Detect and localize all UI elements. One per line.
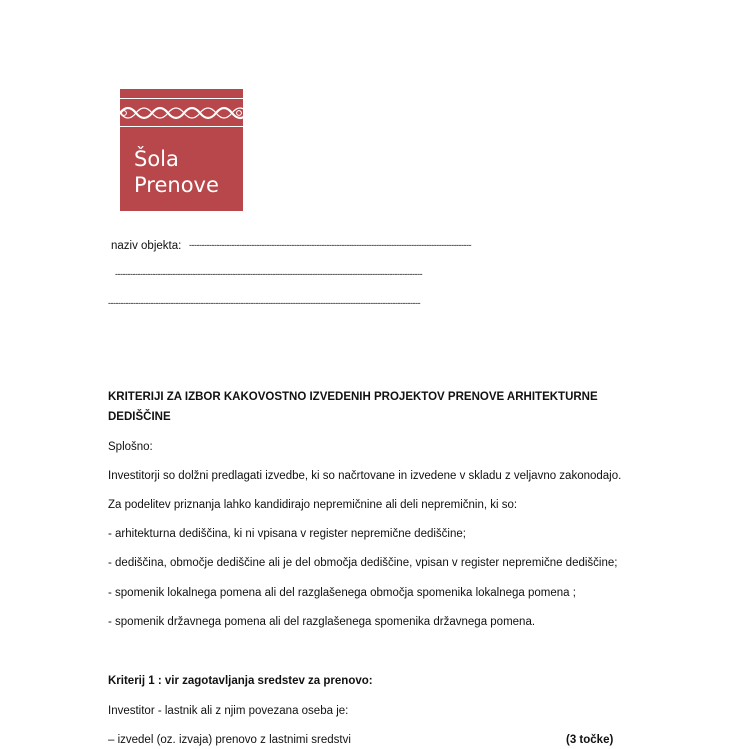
- document-heading-line-1: KRITERIJI ZA IZBOR KAKOVOSTNO IZVEDENIH PROJEKTOV PRENOVE ARHITEKTURNE: [108, 391, 598, 403]
- object-name-line-2: ---------------------------------------------------------------------------------------------------------------------------: [115, 269, 423, 279]
- object-name-line-1: -----------------------------------------------------------------------------------------------------------------: [189, 240, 472, 250]
- eligibility-item: - dediščina, območje dediščine ali je del območja dediščine, vpisan v register nepremične dediščine;: [108, 557, 618, 569]
- eligibility-item: - arhitekturna dediščina, ki ni vpisana v register nepremične dediščine;: [108, 528, 466, 540]
- paragraph-eligibility: Za podelitev priznanja lahko kandidirajo nepremičnine ali deli nepremičnin, ki so:: [108, 499, 518, 511]
- logo-wave-ornament: [120, 103, 243, 123]
- general-label: Splošno:: [108, 441, 153, 453]
- eligibility-item: - spomenik lokalnega pomena ali del razglašenega območja spomenika lokalnega pomena ;: [108, 587, 576, 599]
- logo-word-prenove: Prenove: [134, 173, 219, 197]
- investor-statement: Investitor - lastnik ali z njim povezana oseba je:: [108, 705, 349, 717]
- object-name-line-3: -----------------------------------------------------------------------------------------------------------------------------: [108, 298, 421, 308]
- criterion-1-title: Kriterij 1 : vir zagotavljanja sredstev za prenovo:: [108, 675, 373, 687]
- criterion-option-own-funds: – izvedel (oz. izvaja) prenovo z lastnimi sredstvi: [108, 734, 351, 746]
- sola-prenove-logo: [120, 89, 243, 211]
- logo-top-stripe: [120, 98, 243, 99]
- logo-bottom-stripe: [120, 126, 243, 127]
- eligibility-item: - spomenik državnega pomena ali del razglašenega spomenika državnega pomena.: [108, 616, 536, 628]
- object-name-label: naziv objekta:: [111, 240, 182, 252]
- paragraph-legislation: Investitorji so dolžni predlagati izvedbe, ki so načrtovane in izvedene v skladu z veljavno zakonodajo.: [108, 470, 622, 482]
- logo-word-sola: Šola: [134, 147, 179, 171]
- document-heading-line-2: DEDIŠČINE: [108, 411, 171, 423]
- criterion-option-points: (3 točke): [566, 734, 614, 746]
